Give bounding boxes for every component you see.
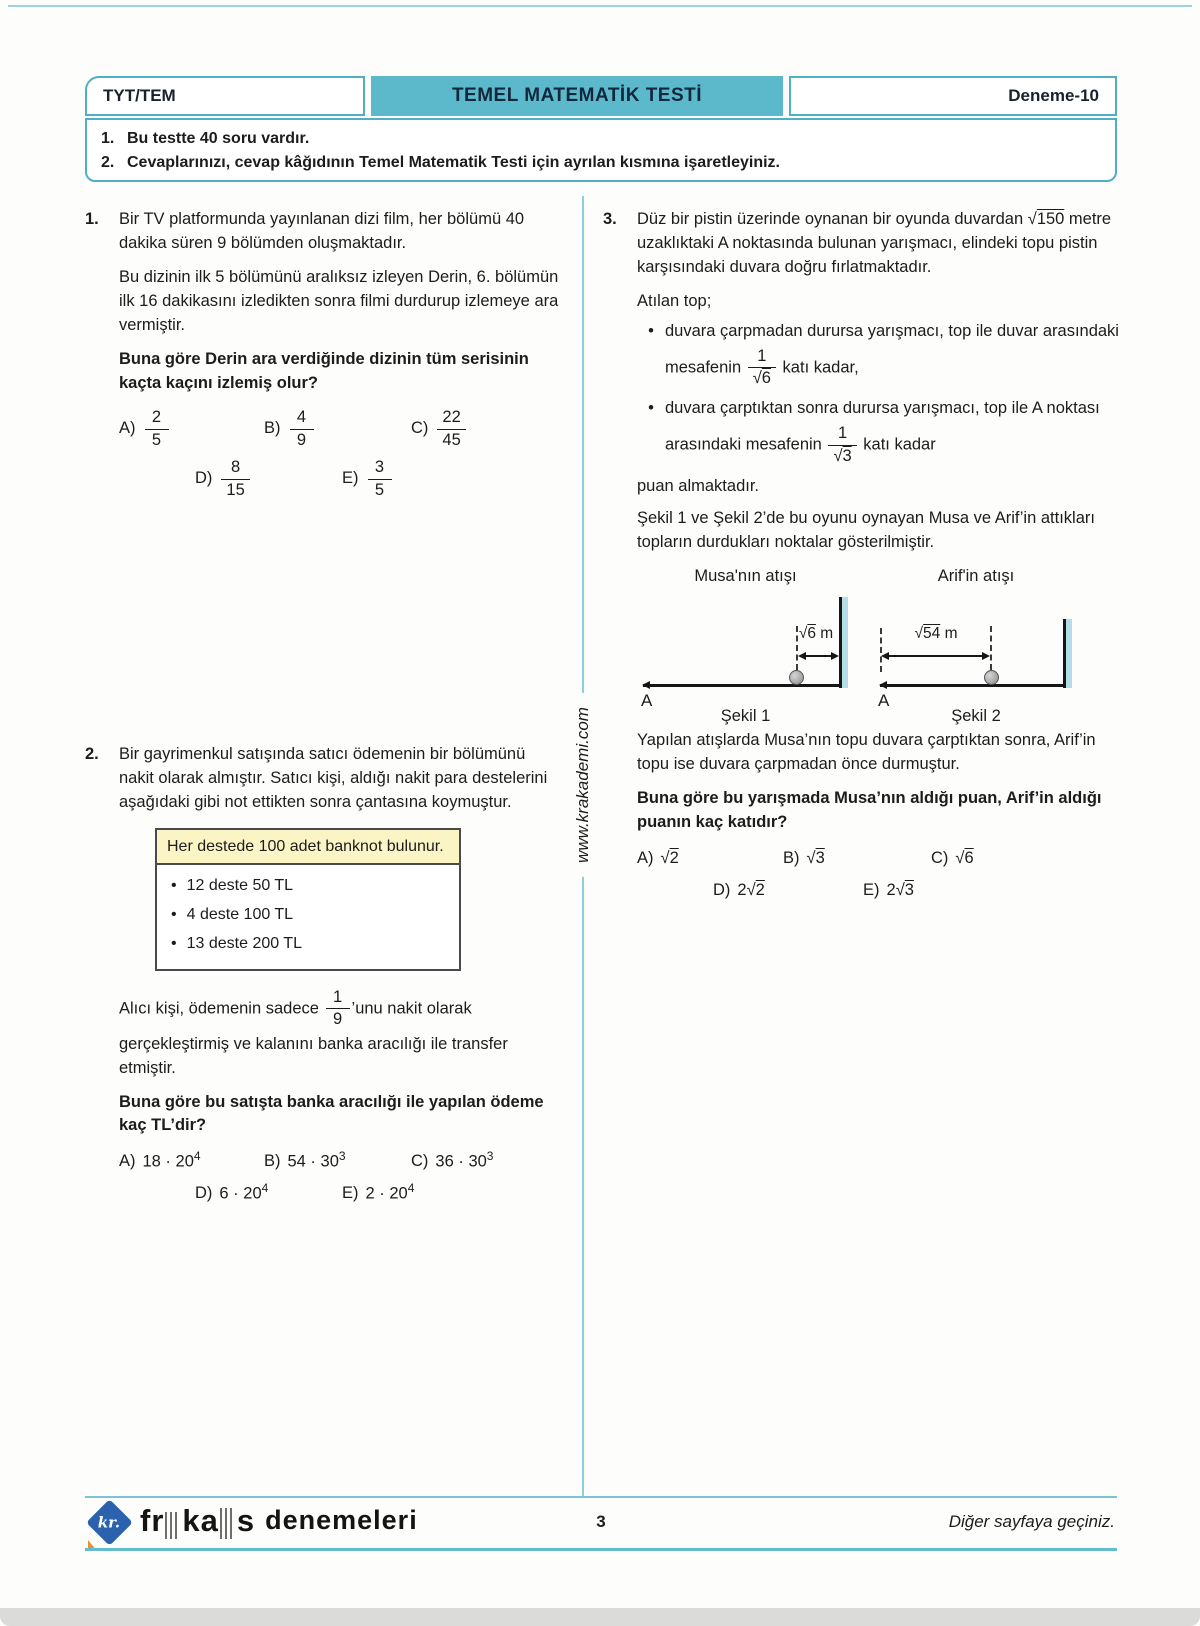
- dashed-line: [880, 628, 882, 672]
- option-e: [342, 455, 394, 503]
- options-row: [637, 847, 1120, 879]
- bullet-icon: •: [171, 906, 177, 924]
- question-3: [603, 208, 1120, 911]
- booklet-label: Deneme-10: [1008, 86, 1099, 105]
- question-body: [637, 208, 1120, 911]
- banknote-box: [155, 828, 461, 971]
- logo-kr-text: kr.: [98, 1513, 121, 1532]
- exponent: 4: [407, 1181, 415, 1196]
- option-label: E): [342, 1183, 359, 1202]
- text-run: duvara çarptıktan sonra durursa yarışmacı, top ile A noktası arasındaki mesafenin: [665, 399, 1100, 454]
- text-run: Alıcı kişi, ödemenin sadece: [119, 999, 324, 1018]
- option-label: B): [264, 419, 281, 438]
- header: [85, 76, 1117, 116]
- base: 18 · 20: [142, 1152, 194, 1171]
- instruction-number: 2.: [101, 154, 115, 171]
- option-value: [955, 847, 973, 871]
- bullet-icon: •: [648, 399, 654, 418]
- next-page-note: Diğer sayfaya geçiniz.: [948, 1512, 1115, 1531]
- fraction-denominator: [828, 446, 856, 467]
- question-2: [85, 743, 563, 1212]
- figure-title: Musa'nın atışı: [694, 567, 797, 586]
- bullet-icon: •: [171, 935, 177, 952]
- instruction-text: Bu testte 40 soru vardır.: [127, 130, 310, 147]
- text-run: katı kadar: [858, 435, 936, 454]
- question-paragraph: Bir gayrimenkul satışında satıcı ödemenin bir bölümünü nakit olarak almıştır. Satıcı kişi, aldığı nakit para destelerini aşağıdaki gibi not ettikten sonra çantasına koymuştur.: [119, 745, 548, 812]
- option-value: [661, 847, 679, 871]
- footer-top-rule: [85, 1496, 1117, 1498]
- option-label: B): [783, 848, 800, 867]
- option-value: [737, 879, 764, 903]
- question-prompt: Buna göre Derin ara verdiğinde dizinin tüm serisinin kaçta kaçını izlemiş olur?: [119, 349, 529, 392]
- ball-icon: [789, 670, 804, 685]
- point-label: A: [641, 690, 653, 710]
- fraction-numerator: 1: [748, 346, 776, 368]
- fraction-denominator: 5: [374, 480, 385, 499]
- question-paragraph: Bu dizinin ilk 5 bölümünü aralıksız izleyen Derin, 6. bölümün ilk 16 dakikasını izledikten sonra filmi durdurup izlemeye ara vermiştir.: [119, 267, 559, 334]
- option-label: D): [195, 1183, 213, 1202]
- radical-sign: √: [895, 880, 905, 899]
- question-number: 3.: [603, 210, 617, 228]
- question-paragraph: [119, 985, 563, 1081]
- option-label: C): [411, 1151, 429, 1170]
- instruction-line: [87, 151, 1115, 175]
- fraction-numerator: 4: [290, 407, 314, 429]
- instruction-number: 1.: [101, 130, 115, 147]
- radical-sign: √: [798, 624, 808, 642]
- text-run: metre uzaklıktaki A noktasında bulunan yarışmacı, elindeki topu pistin karşısındaki duvara doğru fırlatmaktadır.: [637, 210, 1112, 276]
- option-label: A): [637, 848, 654, 867]
- fraction: [145, 407, 169, 451]
- fraction: [290, 407, 314, 451]
- page-top-rule: [8, 5, 1192, 7]
- fraction-denominator: 9: [296, 430, 307, 449]
- option-d: [195, 1180, 268, 1206]
- radicand: 2: [669, 848, 679, 867]
- fraction-denominator: [748, 368, 776, 389]
- unit: m: [815, 624, 834, 642]
- exponent: 4: [261, 1181, 269, 1196]
- right-column: [603, 208, 1120, 911]
- measure-arrow: [883, 655, 988, 657]
- exponent: 4: [193, 1149, 201, 1164]
- fraction-denominator: 5: [151, 430, 162, 449]
- coefficient: 2: [886, 880, 896, 899]
- fraction-denominator: 9: [332, 1010, 343, 1029]
- page-edge: [0, 1608, 1200, 1626]
- list-item-text: 4 deste 100 TL: [186, 906, 294, 924]
- instruction-text: Cevaplarınızı, cevap kâğıdının Temel Matematik Testi için ayrılan kısmına işaretleyiniz.: [127, 154, 780, 171]
- test-title-label: TEMEL MATEMATİK TESTİ: [451, 85, 703, 106]
- header-test-title: [371, 76, 783, 116]
- option-label: C): [411, 419, 429, 438]
- radicand: 6: [761, 369, 771, 388]
- fraction: [748, 346, 776, 390]
- watermark-url: www.krakademi.com: [573, 693, 593, 877]
- logo-text-s: s: [236, 1502, 256, 1538]
- logo-text-ka: ka: [182, 1502, 219, 1538]
- fraction-denominator: 15: [226, 480, 245, 499]
- option-label: D): [195, 469, 213, 488]
- question-paragraph: puan almaktadır.: [637, 477, 759, 496]
- option-value: [143, 1148, 201, 1174]
- option-d: [195, 455, 252, 503]
- radicand: 150: [1036, 210, 1065, 228]
- measure-label: [788, 623, 844, 645]
- radicand: 3: [904, 880, 914, 899]
- option-value: [435, 1148, 493, 1174]
- question-number: 1.: [85, 210, 99, 228]
- option-a: [119, 405, 171, 453]
- page-number: 3: [596, 1512, 606, 1531]
- question-paragraph: [637, 208, 1120, 280]
- list-item: [171, 901, 447, 930]
- option-c: [411, 1148, 493, 1174]
- option-value: [219, 1180, 268, 1206]
- radical-sign: √: [752, 369, 762, 388]
- bullet-text: [665, 320, 1120, 392]
- option-value: [887, 879, 914, 903]
- exponent: 3: [486, 1149, 494, 1164]
- radical-sign: √: [955, 848, 965, 867]
- radical-sign: √: [833, 446, 843, 465]
- exponent: 3: [338, 1149, 346, 1164]
- radical-sign: √: [806, 848, 816, 867]
- figures: [637, 565, 1120, 725]
- option-d: [713, 879, 765, 903]
- option-a: [637, 847, 679, 871]
- question-body: [119, 208, 563, 505]
- bullet-item: [637, 320, 1120, 392]
- dashed-line: [990, 626, 992, 670]
- bullet-icon: •: [648, 321, 654, 340]
- question-body: [119, 743, 563, 1212]
- list-item-text: 12 deste 50 TL: [186, 877, 294, 895]
- list-item: [171, 930, 447, 959]
- instructions-box: [85, 118, 1117, 182]
- list-item: [171, 872, 447, 901]
- option-a: [119, 1148, 201, 1174]
- fraction-numerator: 22: [437, 407, 465, 429]
- coefficient: 2: [737, 880, 747, 899]
- text-run: Düz bir pistin üzerinde oynanan bir oyunda duvardan: [637, 210, 1028, 228]
- question-paragraph: Şekil 1 ve Şekil 2’de bu oyunu oynayan Musa ve Arif’in attıkları topların durdukları noktalar gösterilmiştir.: [637, 509, 1095, 552]
- base: 54 · 30: [287, 1152, 339, 1171]
- option-c: [411, 405, 468, 453]
- measure-arrow: [800, 655, 837, 657]
- options-row: [119, 405, 563, 455]
- banknote-box-title: Her destede 100 adet banknot bulunur.: [157, 830, 459, 865]
- text-run: duvara çarpmadan durursa yarışmacı, top ile duvar arasındaki mesafenin: [665, 321, 1119, 376]
- question-prompt: Buna göre bu satışta banka aracılığı ile yapılan ödeme kaç TL’dir?: [119, 1092, 544, 1135]
- question-paragraph: Atılan top;: [637, 291, 712, 310]
- radical-sign: √: [1027, 210, 1037, 228]
- option-b: [264, 405, 316, 453]
- figure-canvas: [880, 597, 1072, 687]
- options-row: [119, 1180, 563, 1212]
- bullet-icon: •: [171, 877, 177, 895]
- fraction: [326, 987, 350, 1031]
- fraction-numerator: 1: [828, 423, 856, 445]
- option-c: [931, 847, 974, 871]
- question-number: 2.: [85, 745, 99, 764]
- list-item-text: 13 deste 200 TL: [186, 935, 302, 952]
- fraction-numerator: 3: [368, 457, 392, 479]
- fraction-numerator: 2: [145, 407, 169, 429]
- figure-canvas: [643, 597, 848, 687]
- wall-shade: [1066, 619, 1072, 688]
- question-1: [85, 208, 563, 505]
- measure-label: [892, 623, 980, 645]
- option-value: [288, 1148, 346, 1174]
- logo-text-fr: fr: [140, 1502, 165, 1538]
- option-label: B): [264, 1151, 281, 1170]
- figure-caption: Şekil 2: [951, 706, 1001, 725]
- fraction: [368, 457, 392, 501]
- ball-icon: [984, 670, 999, 685]
- instruction-line: [87, 127, 1115, 151]
- figure-bottom: [643, 687, 848, 731]
- fraction-numerator: 8: [221, 457, 249, 479]
- radicand: 6: [964, 848, 974, 867]
- options-row: [637, 879, 1120, 911]
- radical-sign: √: [660, 848, 670, 867]
- exam-type-label: TYT/TEM: [103, 86, 176, 105]
- option-b: [264, 1148, 346, 1174]
- option-b: [783, 847, 825, 871]
- text-run: ’unu nakit olarak gerçekleştirmiş ve kalanını banka aracılığı ile transfer etmiştir.: [119, 999, 508, 1077]
- options-row: [119, 1148, 563, 1180]
- footer-bottom-rule: [85, 1548, 1117, 1551]
- logo-suffix: denemeleri: [265, 1505, 418, 1535]
- sqrt-expression: [1028, 210, 1065, 228]
- header-exam-type: [85, 76, 365, 116]
- radicand: 54: [923, 624, 941, 642]
- unit: m: [940, 624, 958, 642]
- footer: [85, 1500, 1117, 1546]
- figure-2: [880, 565, 1072, 731]
- figure-title: Arif'in atışı: [937, 567, 1015, 586]
- option-label: A): [119, 1151, 136, 1170]
- banknote-box-items: [157, 865, 459, 968]
- question-paragraph: Yapılan atışlarda Musa’nın topu duvara çarptıktan sonra, Arif’in topu ise duvara çarpmadan önce durmuştur.: [637, 731, 1096, 773]
- radicand: 6: [807, 624, 816, 642]
- left-column: [85, 208, 563, 1212]
- figure-bottom: [880, 687, 1072, 731]
- fraction: [221, 457, 249, 501]
- base: 2 · 20: [365, 1184, 408, 1203]
- option-label: E): [863, 880, 880, 899]
- option-label: E): [342, 469, 359, 488]
- base: 6 · 20: [219, 1184, 262, 1203]
- figure-1: [643, 565, 848, 731]
- option-label: A): [119, 419, 136, 438]
- fraction-numerator: 1: [326, 987, 350, 1009]
- radical-sign: √: [914, 624, 924, 642]
- fraction-denominator: 45: [442, 430, 461, 449]
- fraction: [828, 423, 856, 467]
- radicand: 3: [842, 446, 852, 465]
- base: 36 · 30: [435, 1152, 487, 1171]
- question-paragraph: Bir TV platformunda yayınlanan dizi film, her bölümü 40 dakika süren 9 bölümden oluşmaktadır.: [119, 210, 525, 252]
- header-booklet: [789, 76, 1117, 116]
- option-e: [342, 1180, 414, 1206]
- bullet-text: [665, 397, 1120, 469]
- option-e: [863, 879, 914, 903]
- options-row: [119, 455, 563, 505]
- radicand: 3: [815, 848, 825, 867]
- bullet-item: [637, 397, 1120, 469]
- option-label: C): [931, 848, 949, 867]
- option-value: [366, 1180, 415, 1206]
- option-label: D): [713, 880, 731, 899]
- question-prompt: Buna göre bu yarışmada Musa’nın aldığı puan, Arif’in aldığı puanın kaç katıdır?: [637, 788, 1102, 831]
- point-label: A: [878, 690, 890, 710]
- option-value: [807, 847, 825, 871]
- fraction: [437, 407, 465, 451]
- radicand: 2: [755, 880, 765, 899]
- radical-sign: √: [746, 880, 756, 899]
- text-run: katı kadar,: [777, 357, 859, 376]
- figure-caption: Şekil 1: [720, 706, 771, 725]
